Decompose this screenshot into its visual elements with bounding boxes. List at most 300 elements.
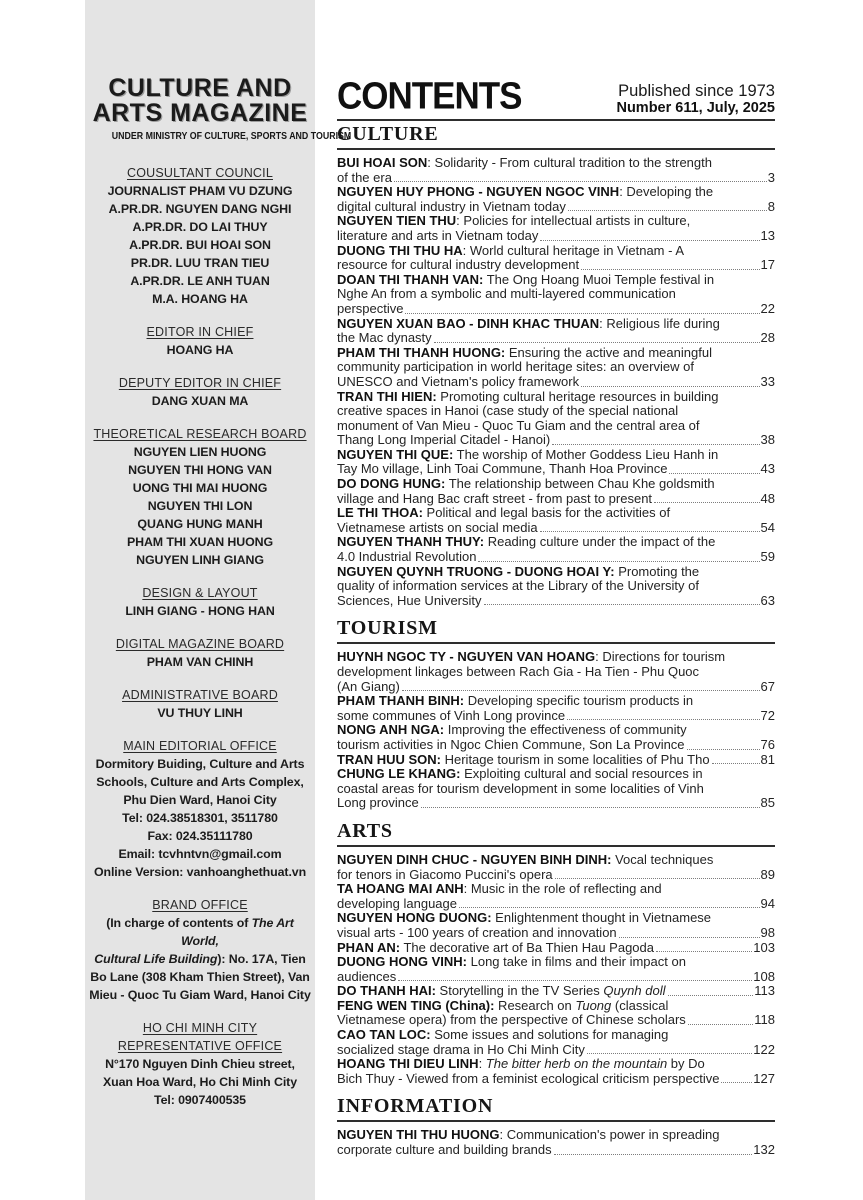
sidebar-group-line: A.PR.DR. NGUYEN DANG NGHI xyxy=(108,202,292,216)
toc-section-title: TOURISM xyxy=(337,617,775,644)
toc-entry xyxy=(337,244,775,273)
toc-entry-line xyxy=(337,360,775,375)
toc-entry-text: perspective xyxy=(337,300,404,316)
contents-column xyxy=(337,0,775,1158)
toc-entry-line xyxy=(337,302,775,317)
dot-leader xyxy=(669,473,759,474)
sidebar-group-heading: COUSULTANT COUNCIL xyxy=(127,166,273,180)
toc-entry-line xyxy=(337,375,775,390)
toc-entry xyxy=(337,882,775,911)
dot-leader xyxy=(554,1154,753,1155)
toc-entry-page: 113 xyxy=(754,983,775,999)
sidebar-group xyxy=(89,1019,311,1109)
toc-entry xyxy=(337,984,775,999)
toc-entry-text: Thang Long Imperial Citadel - Hanoi) xyxy=(337,432,551,448)
toc-entry-text: NGUYEN THANH THUY: Reading culture under the impact of the xyxy=(337,534,716,550)
toc-entry-author: HUYNH NGOC TY - NGUYEN VAN HOANG xyxy=(337,649,596,665)
dot-leader xyxy=(656,951,752,952)
toc-entry-line xyxy=(337,1028,775,1043)
toc-entry-line xyxy=(337,955,775,970)
toc-entry-line xyxy=(337,680,775,695)
toc-entry-author: PHAM THANH BINH: xyxy=(337,693,465,709)
sidebar-group-line: PHAM THI XUAN HUONG xyxy=(126,535,274,549)
sidebar-group-heading: MAIN EDITORIAL OFFICE xyxy=(123,739,277,753)
toc-entry-author: PHAN AN: xyxy=(337,939,401,955)
contents-title: CONTENTS xyxy=(337,74,522,118)
toc-entry-text: creative spaces in Hanoi (case study of the special national xyxy=(337,403,679,419)
toc-entry-page: 89 xyxy=(760,866,775,882)
toc-entry xyxy=(337,911,775,940)
toc-entry xyxy=(337,448,775,477)
toc-entry-text: Nghe An from a symbolic and multi-layered communication xyxy=(337,286,676,302)
toc-entry-author: DO DONG HUNG: xyxy=(337,476,446,492)
toc-entry-line xyxy=(337,579,775,594)
toc-section xyxy=(337,1095,775,1157)
toc-entry-text: HUYNH NGOC TY - NGUYEN VAN HOANG: Directions for tourism xyxy=(337,649,726,665)
toc-entry-line xyxy=(337,273,775,288)
sidebar-group-line: Tel: 0907400535 xyxy=(154,1093,246,1107)
sidebar-group-line: JOURNALIST PHAM VU DZUNG xyxy=(107,184,293,198)
sidebar-group-line: PR.DR. LUU TRAN TIEU xyxy=(130,256,270,270)
toc-entry-line xyxy=(337,594,775,609)
toc-entry-line xyxy=(337,346,775,361)
dot-leader xyxy=(587,1053,752,1054)
toc-entry-line xyxy=(337,796,775,811)
magazine-logo-line1: CULTURE AND xyxy=(108,74,292,102)
toc-entry xyxy=(337,853,775,882)
publication-info xyxy=(616,82,775,116)
toc-entry-text: DOAN THI THANH VAN: The Ong Hoang Muoi Temple festival in xyxy=(337,271,715,287)
toc-entry-text: DUONG THI THU HA: World cultural heritage in Vietnam - A xyxy=(337,242,685,258)
dot-leader xyxy=(394,181,767,182)
toc-entry-author: HOANG THI DIEU LINH xyxy=(337,1056,479,1072)
toc-entry-text: DO THANH HAI: Storytelling in the TV Series Quynh doll xyxy=(337,983,666,999)
toc-entry-line xyxy=(337,738,775,753)
sidebar-group-line: NGUYEN THI HONG VAN xyxy=(128,463,272,477)
dot-leader xyxy=(540,531,760,532)
toc-entry-line xyxy=(337,999,775,1014)
sidebar-group-line: NGUYEN LIEN HUONG xyxy=(133,445,267,459)
dot-leader xyxy=(434,342,760,343)
toc-entry-line xyxy=(337,200,775,215)
toc-entry-text: Sciences, Hue University xyxy=(337,592,482,608)
sidebar-group-line: Mieu - Quoc Tu Giam Ward, Hanoi City xyxy=(89,988,311,1002)
toc-entry-text: NGUYEN HONG DUONG: Enlightenment thought in Vietnamese xyxy=(337,910,712,926)
toc-entry-line xyxy=(337,492,775,507)
toc-entry-page: 72 xyxy=(760,707,775,723)
toc-entry-page: 13 xyxy=(760,227,775,243)
dot-leader xyxy=(421,807,760,808)
toc-entry-author: NGUYEN TIEN THU xyxy=(337,213,457,229)
toc-entry xyxy=(337,535,775,564)
sidebar-group-heading: BRAND OFFICE xyxy=(152,898,248,912)
dot-leader xyxy=(619,937,760,938)
sidebar-group-line: NGUYEN LINH GIANG xyxy=(136,553,264,567)
toc-entry-page: 43 xyxy=(760,461,775,477)
dot-leader xyxy=(402,690,760,691)
toc-entry-line xyxy=(337,665,775,680)
sidebar-group-line: Email: tcvhntvn@gmail.com xyxy=(118,847,282,861)
toc-entry xyxy=(337,955,775,984)
toc-entry-text: monument of Van Mieu - Quoc Tu Giam and the central area of xyxy=(337,417,700,433)
toc-entry xyxy=(337,156,775,185)
dot-leader xyxy=(484,604,760,605)
toc-entry-text: Long province xyxy=(337,795,419,811)
toc-entry-page: 132 xyxy=(753,1142,775,1158)
toc-entry-line xyxy=(337,1143,775,1158)
toc-entry xyxy=(337,346,775,390)
toc-entry-author: DO THANH HAI: xyxy=(337,983,436,999)
toc-entry-text: PHAM THI THANH HUONG: Ensuring the active and meaningful xyxy=(337,344,712,360)
toc-entry-line xyxy=(337,448,775,463)
sidebar-group xyxy=(89,425,311,569)
toc-entry-line xyxy=(337,911,775,926)
toc-entry-line xyxy=(337,506,775,521)
toc-entry-author: FENG WEN TING (China): xyxy=(337,997,495,1013)
toc-entry-text: CHUNG LE KHANG: Exploiting cultural and social resources in xyxy=(337,766,703,782)
sidebar-group-heading: DEPUTY EDITOR IN CHIEF xyxy=(118,376,282,390)
sidebar-group-line: Bo Lane (308 Kham Thien Street), Van xyxy=(90,970,310,984)
toc-entry-page: 103 xyxy=(753,939,775,955)
toc-entry-text: audiences xyxy=(337,968,397,984)
toc-entry-text: tourism activities in Ngoc Chien Commune, Son La Province xyxy=(337,736,685,752)
toc-entry-text: TA HOANG MAI ANH: Music in the role of reflecting and xyxy=(337,881,662,897)
sidebar-group-heading: DESIGN & LAYOUT xyxy=(142,586,258,600)
toc-entry-page: 3 xyxy=(767,169,775,185)
toc-entry-text: community participation in world heritage sites: an overview of xyxy=(337,359,694,375)
issue-number: Number 611, July, 2025 xyxy=(616,100,775,116)
dot-leader xyxy=(555,878,760,879)
toc-entry-page: 22 xyxy=(760,300,775,316)
dot-leader xyxy=(581,386,759,387)
sidebar-group-heading: THEORETICAL RESEARCH BOARD xyxy=(93,427,307,441)
toc-entry-text: corporate culture and building brands xyxy=(337,1142,552,1158)
dot-leader xyxy=(721,1082,752,1083)
toc-entry-text: resource for cultural industry development xyxy=(337,257,580,273)
sidebar-group-line: Dormitory Buiding, Culture and Arts xyxy=(95,757,305,771)
sidebar-group-line: PHAM VAN CHINH xyxy=(146,655,254,669)
dot-leader xyxy=(654,502,759,503)
sidebar-group xyxy=(89,737,311,881)
toc-entry-author: PHAM THI THANH HUONG: xyxy=(337,344,506,360)
header-rule xyxy=(337,119,775,121)
toc-entry-page: 63 xyxy=(760,592,775,608)
toc-entry-text: UNESCO and Vietnam's policy framework xyxy=(337,373,580,389)
toc-entry-text: NGUYEN QUYNH TRUONG - DUONG HOAI Y: Promoting the xyxy=(337,563,700,579)
sidebar-group-line: Schools, Culture and Arts Complex, xyxy=(96,775,304,789)
toc-entry-text: digital cultural industry in Vietnam today xyxy=(337,198,566,214)
toc-entry-line xyxy=(337,753,775,768)
toc-entry-page: 81 xyxy=(760,751,775,767)
toc-entry-line xyxy=(337,767,775,782)
toc-entry-line xyxy=(337,214,775,229)
toc-entry xyxy=(337,506,775,535)
toc-entry-page: 28 xyxy=(760,330,775,346)
toc-entry-line xyxy=(337,565,775,580)
toc-entry-page: 38 xyxy=(760,432,775,448)
toc-entry-text: (An Giang) xyxy=(337,678,400,694)
toc-entry-text: HOANG THI DIEU LINH: The bitter herb on the mountain by Do xyxy=(337,1056,705,1072)
toc-section-title: ARTS xyxy=(337,820,775,847)
sidebar-groups xyxy=(89,164,311,1109)
toc-entry xyxy=(337,317,775,346)
dot-leader xyxy=(567,719,759,720)
toc-entry xyxy=(337,1057,775,1086)
sidebar-group-heading: REPRESENTATIVE OFFICE xyxy=(117,1039,283,1053)
toc-entry-text: coastal areas for tourism development in some localities of Vinh xyxy=(337,780,704,796)
dot-leader xyxy=(568,210,767,211)
toc-entry-line xyxy=(337,258,775,273)
toc-entry-page: 8 xyxy=(767,198,775,214)
toc-entry xyxy=(337,650,775,694)
toc-entry-text: NGUYEN THI THU HUONG: Communication's power in spreading xyxy=(337,1127,720,1143)
toc-entry-line xyxy=(337,723,775,738)
toc-entry-page: 94 xyxy=(760,895,775,911)
toc-entry-line xyxy=(337,229,775,244)
toc-entry xyxy=(337,694,775,723)
toc-entry-line xyxy=(337,694,775,709)
toc-entry-author: TA HOANG MAI ANH xyxy=(337,881,464,897)
toc-entry-text: BUI HOAI SON: Solidarity - From cultural tradition to the strength xyxy=(337,155,712,170)
contents-header xyxy=(337,0,775,116)
toc-entry xyxy=(337,477,775,506)
toc-entry-text: literature and arts in Vietnam today xyxy=(337,227,539,243)
toc-entry-author: BUI HOAI SON xyxy=(337,155,428,170)
toc-entry xyxy=(337,1028,775,1057)
toc-entry-line xyxy=(337,462,775,477)
toc-entry-line xyxy=(337,535,775,550)
toc-entry-line xyxy=(337,970,775,985)
dot-leader xyxy=(687,749,760,750)
sidebar-group-line: N°170 Nguyen Dinh Chieu street, xyxy=(105,1057,295,1071)
toc-entry xyxy=(337,999,775,1028)
toc-entry-text: NGUYEN XUAN BAO - DINH KHAC THUAN: Religious life during xyxy=(337,315,720,331)
toc-entry-author: NGUYEN THI QUE: xyxy=(337,446,454,462)
toc-entry-author: TRAN THI HIEN: xyxy=(337,388,437,404)
toc-section xyxy=(337,123,775,608)
toc-section xyxy=(337,820,775,1087)
sidebar-group-line: LINH GIANG - HONG HAN xyxy=(125,604,275,618)
toc-entry-text: Vietnamese opera) from the perspective of Chinese scholars xyxy=(337,1012,686,1028)
published-since: Published since 1973 xyxy=(618,82,775,100)
toc-entry-author: TRAN HUU SON: xyxy=(337,751,441,767)
toc-entry-text: developing language xyxy=(337,895,457,911)
toc-entry-text: Bich Thuy - Viewed from a feminist ecological criticism perspective xyxy=(337,1070,720,1086)
toc-entry-line xyxy=(337,882,775,897)
toc-entry-line xyxy=(337,156,775,171)
toc-entry-line xyxy=(337,419,775,434)
toc-entry-line xyxy=(337,331,775,346)
toc-entry-line xyxy=(337,317,775,332)
sidebar-masthead xyxy=(85,0,352,1200)
toc-entry-line xyxy=(337,941,775,956)
dot-leader xyxy=(712,763,760,764)
toc-entry-line xyxy=(337,853,775,868)
magazine-logo-subtitle: UNDER MINISTRY OF CULTURE, SPORTS AND TOURISM xyxy=(111,130,352,142)
sidebar-group-line: DANG XUAN MA xyxy=(151,394,249,408)
sidebar-group-line: VU THUY LINH xyxy=(157,706,243,720)
toc-entry-text: development linkages between Rach Gia - Ha Tien - Phu Quoc xyxy=(337,664,700,679)
toc-entry xyxy=(337,185,775,214)
sidebar-group-heading: EDITOR IN CHIEF xyxy=(146,325,254,339)
toc-section-title: CULTURE xyxy=(337,123,775,150)
sidebar-group-heading: ADMINISTRATIVE BOARD xyxy=(122,688,278,702)
toc-entry-line xyxy=(337,984,775,999)
sidebar-group-line: A.PR.DR. BUI HOAI SON xyxy=(129,238,271,252)
sidebar-group-line: Xuan Hoa Ward, Ho Chi Minh City xyxy=(102,1075,297,1089)
toc-entry-text: village and Hang Bac craft street - from past to present xyxy=(337,490,653,506)
toc-entry-text: TRAN THI HIEN: Promoting cultural heritage resources in building xyxy=(337,388,719,404)
toc-entry-text: CAO TAN LOC: Some issues and solutions for managing xyxy=(337,1027,669,1043)
toc-entry-author: NGUYEN XUAN BAO - DINH KHAC THUAN xyxy=(337,315,600,331)
toc-entry-line xyxy=(337,1128,775,1143)
toc-entry-text: some communes of Vinh Long province xyxy=(337,707,566,723)
toc-entry-line xyxy=(337,868,775,883)
toc-entry-text: PHAN AN: The decorative art of Ba Thien Hau Pagoda xyxy=(337,939,654,955)
toc-entry xyxy=(337,1128,775,1157)
toc-section-title: INFORMATION xyxy=(337,1095,775,1122)
dot-leader xyxy=(478,561,759,562)
toc-entry-line xyxy=(337,926,775,941)
dot-leader xyxy=(540,240,759,241)
sidebar-group-line: A.PR.DR. DO LAI THUY xyxy=(132,220,268,234)
sidebar-group-line: Phu Dien Ward, Hanoi City xyxy=(123,793,277,807)
toc-entry-author: NGUYEN THI THU HUONG xyxy=(337,1127,500,1143)
toc-entry-text: FENG WEN TING (China): Research on Tuong (classical xyxy=(337,997,669,1013)
toc-entry-page: 17 xyxy=(760,257,775,273)
toc-entry-line xyxy=(337,171,775,186)
sidebar-group xyxy=(89,896,311,1004)
toc-entry-text: NGUYEN TIEN THU: Policies for intellectual artists in culture, xyxy=(337,213,691,229)
toc-entry-page: 48 xyxy=(760,490,775,506)
toc-entry-line xyxy=(337,1043,775,1058)
sidebar-group-line: Online Version: vanhoanghethuat.vn xyxy=(93,865,307,879)
toc-entry-line xyxy=(337,650,775,665)
toc-entry-text: LE THI THOA: Political and legal basis for the activities of xyxy=(337,505,671,521)
sidebar-group-line: Cultural Life Building): No. 17A, Tien xyxy=(94,952,306,966)
toc-entry-text: NGUYEN HUY PHONG - NGUYEN NGOC VINH: Developing the xyxy=(337,184,714,200)
sidebar-group-line: Fax: 024.35111780 xyxy=(147,829,253,843)
toc-entry-text: Tay Mo village, Linh Toai Commune, Thanh Hoa Province xyxy=(337,461,668,477)
toc-entry-text: of the era xyxy=(337,169,392,185)
sidebar-group-line: QUANG HUNG MANH xyxy=(137,517,263,531)
toc-entry-author: CAO TAN LOC: xyxy=(337,1027,431,1043)
toc-entry-page: 98 xyxy=(760,924,775,940)
toc-entry-line xyxy=(337,244,775,259)
toc-entry-text: socialized stage drama in Ho Chi Minh City xyxy=(337,1041,585,1057)
sidebar-group-heading: HO CHI MINH CITY xyxy=(142,1021,258,1035)
toc-entry xyxy=(337,273,775,317)
magazine-logo-line2: ARTS MAGAZINE xyxy=(92,99,308,127)
sidebar-group-heading: DIGITAL MAGAZINE BOARD xyxy=(115,637,285,651)
sidebar-group-line: Tel: 024.38518301, 3511780 xyxy=(122,811,278,825)
toc-entry-line xyxy=(337,1013,775,1028)
toc-entry-text: PHAM THANH BINH: Developing specific tourism products in xyxy=(337,693,694,709)
toc-entry xyxy=(337,565,775,609)
dot-leader xyxy=(688,1024,753,1025)
toc-entry-text: NONG ANH NGA: Improving the effectiveness of community xyxy=(337,722,687,738)
toc-entry xyxy=(337,941,775,956)
toc-entry-text: for tenors in Giacomo Puccini's opera xyxy=(337,866,553,882)
toc-entry-page: 76 xyxy=(760,736,775,752)
toc-entry xyxy=(337,753,775,768)
toc-entry-line xyxy=(337,782,775,797)
toc-entry xyxy=(337,767,775,811)
toc-entry-text: DO DONG HUNG: The relationship between Chau Khe goldsmith xyxy=(337,476,715,492)
toc-entry-page: 85 xyxy=(760,795,775,811)
toc-entry xyxy=(337,723,775,752)
sidebar-group-line: (In charge of contents of The Art World, xyxy=(106,916,294,948)
toc-entry-author: NGUYEN HONG DUONG: xyxy=(337,910,492,926)
toc-entry-line xyxy=(337,709,775,724)
toc-entry-line xyxy=(337,550,775,565)
toc-entry-line xyxy=(337,185,775,200)
toc-entry-page: 127 xyxy=(753,1070,775,1086)
toc-entry-author: NONG ANH NGA: xyxy=(337,722,445,738)
toc-entry-page: 118 xyxy=(754,1012,775,1028)
sidebar-group-line: UONG THI MAI HUONG xyxy=(132,481,268,495)
dot-leader xyxy=(405,313,759,314)
toc-entry-page: 67 xyxy=(760,678,775,694)
dot-leader xyxy=(668,995,754,996)
toc-entry-page: 59 xyxy=(760,549,775,565)
toc-entry-author: CHUNG LE KHANG: xyxy=(337,766,461,782)
toc-entry-text: quality of information services at the Library of the University of xyxy=(337,578,699,594)
dot-leader xyxy=(552,444,759,445)
sidebar-group xyxy=(89,686,311,722)
toc-sections xyxy=(337,123,775,1158)
toc-entry-line xyxy=(337,390,775,405)
toc-section xyxy=(337,617,775,811)
toc-entry-page: 54 xyxy=(760,519,775,535)
sidebar-group xyxy=(89,374,311,410)
toc-entry-author: DOAN THI THANH VAN: xyxy=(337,271,484,287)
toc-entry-line xyxy=(337,1072,775,1087)
toc-entry-author: DUONG THI THU HA xyxy=(337,242,463,258)
sidebar-group xyxy=(89,164,311,308)
sidebar-group xyxy=(89,584,311,620)
toc-entry-page: 108 xyxy=(753,968,775,984)
toc-entry-author: DUONG HONG VINH: xyxy=(337,954,467,970)
sidebar-group xyxy=(89,323,311,359)
toc-entry-line xyxy=(337,1057,775,1072)
dot-leader xyxy=(581,269,759,270)
sidebar-group-line: HOANG HA xyxy=(166,343,234,357)
toc-entry-author: NGUYEN QUYNH TRUONG - DUONG HOAI Y: xyxy=(337,563,615,579)
toc-entry-line xyxy=(337,404,775,419)
toc-entry-line xyxy=(337,521,775,536)
toc-entry-author: NGUYEN DINH CHUC - NGUYEN BINH DINH: xyxy=(337,851,612,867)
toc-entry-text: 4.0 Industrial Revolution xyxy=(337,549,477,565)
toc-entry-text: TRAN HUU SON: Heritage tourism in some localities of Phu Tho xyxy=(337,751,710,767)
toc-entry-author: NGUYEN THANH THUY: xyxy=(337,534,485,550)
sidebar-group-line: A.PR.DR. LE ANH TUAN xyxy=(130,274,270,288)
sidebar-group-line: NGUYEN THI LON xyxy=(147,499,253,513)
toc-entry-author: LE THI THOA: xyxy=(337,505,423,521)
toc-entry-text: the Mac dynasty xyxy=(337,330,432,346)
sidebar-group-line: M.A. HOANG HA xyxy=(152,292,248,306)
toc-entry-text: DUONG HONG VINH: Long take in films and their impact on xyxy=(337,954,686,970)
toc-entry xyxy=(337,214,775,243)
toc-entry-author: NGUYEN HUY PHONG - NGUYEN NGOC VINH xyxy=(337,184,620,200)
sidebar-group xyxy=(89,635,311,671)
dot-leader xyxy=(398,980,752,981)
toc-entry-text: visual arts - 100 years of creation and innovation xyxy=(337,924,617,940)
magazine-logo xyxy=(89,74,352,144)
toc-entry-text: NGUYEN THI QUE: The worship of Mother Goddess Lieu Hanh in xyxy=(337,446,719,462)
toc-entry-page: 33 xyxy=(760,373,775,389)
toc-entry xyxy=(337,390,775,448)
